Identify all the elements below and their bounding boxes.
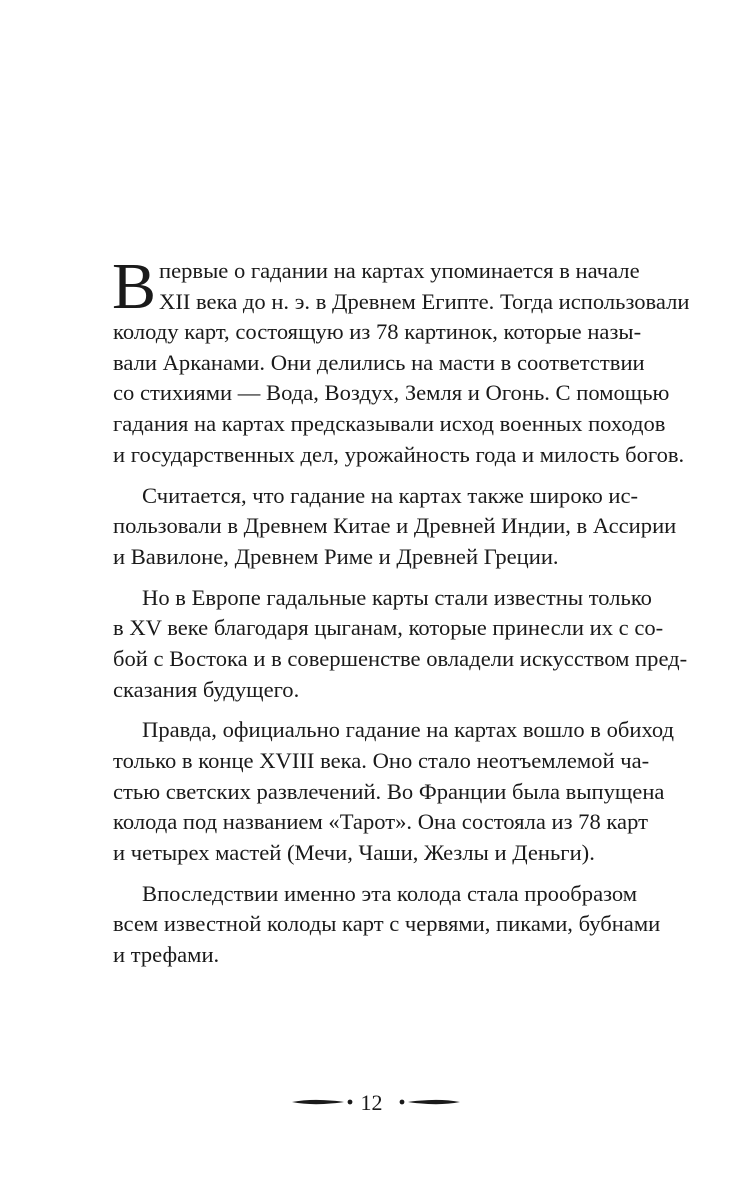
paragraph-3: [113, 583, 688, 705]
paragraph-5: [113, 879, 661, 971]
text-line: вали Арканами. Они делились на масти в соответствии: [113, 349, 645, 375]
text-line: всем известной колоды карт с червями, пиками, бубнами: [113, 911, 661, 937]
text-line: XII века до н. э. в Древнем Египте. Тогда использовали: [159, 288, 690, 314]
text-line: Правда, официально гадание на картах вошло в обиход: [142, 717, 675, 743]
text-line: и трефами.: [113, 942, 220, 968]
page-number: 12: [360, 1090, 383, 1115]
text-line: гадания на картах предсказывали исход военных походов: [113, 410, 666, 436]
text-line: только в конце XVIII века. Оно стало неотъемлемой ча-: [113, 748, 650, 774]
text-line: и государственных дел, урожайность года и милость богов.: [113, 441, 685, 467]
text-line: колода под названием «Тарот». Она состояла из 78 карт: [113, 809, 648, 835]
paragraph-4: [113, 715, 675, 868]
text-line: пользовали в Древнем Китае и Древней Индии, в Ассирии: [113, 513, 677, 539]
text-line: сказания будущего.: [113, 676, 300, 702]
text-line: стью светских развлечений. Во Франции была выпущена: [113, 778, 665, 804]
drop-cap: В: [112, 250, 157, 323]
paragraph-2: [113, 481, 677, 573]
text-line: Но в Европе гадальные карты стали известны только: [142, 584, 652, 610]
text-line: колоду карт, состоящую из 78 картинок, которые назы-: [113, 319, 642, 345]
text-line: Считается, что гадание на картах также широко ис-: [142, 482, 639, 508]
text-line: бой с Востока и в совершенстве овладели искусством пред-: [113, 645, 688, 671]
paragraph-1: [112, 250, 690, 470]
text-line: со стихиями — Вода, Воздух, Земля и Огонь. С помощью: [113, 380, 670, 406]
text-line: и четырех мастей (Мечи, Чаши, Жезлы и Деньги).: [113, 839, 595, 865]
body-text: [112, 250, 690, 971]
text-line: первые о гадании на картах упоминается в начале: [159, 258, 640, 283]
text-line: в XV веке благодаря цыганам, которые принесли их с со-: [113, 615, 664, 641]
text-line: Впоследствии именно эта колода стала прообразом: [142, 880, 638, 906]
text-line: и Вавилоне, Древнем Риме и Древней Греции.: [113, 543, 559, 569]
right-flourish-icon: [396, 1094, 462, 1110]
